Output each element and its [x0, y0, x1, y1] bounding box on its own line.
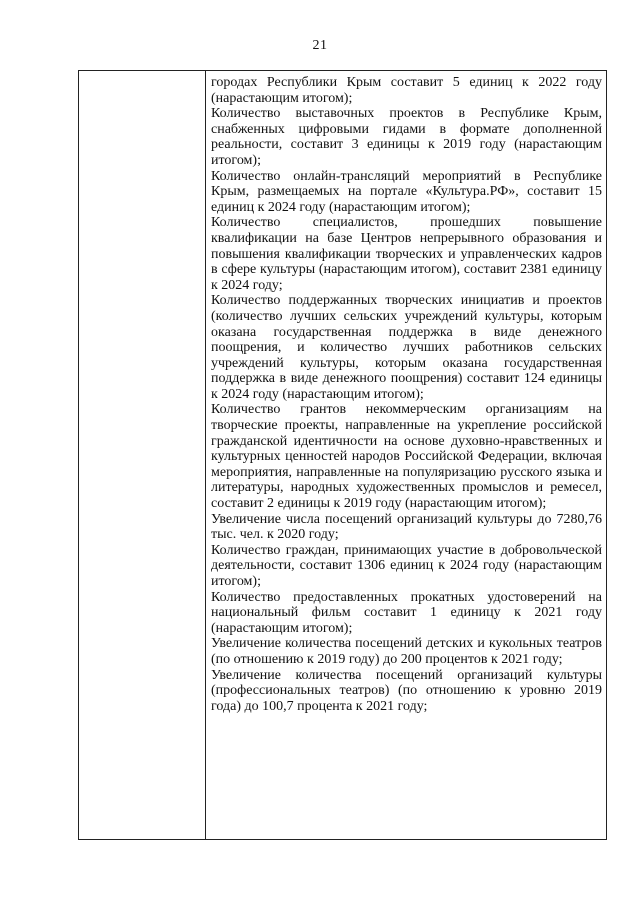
paragraph-grants-nko: Количество грантов некоммерческим организациям на творческие проекты, направленные на укрепление российской гражданской идентичности на основе духовно-нравственных и культурных ценностей народов Российской Федерации, включая мероприятия, направленные на популяризацию русского языка и литературы, народных художественных промыслов и ремесел, составит 2 единицы к 2019 году (нарастающим итогом);: [211, 402, 602, 512]
paragraph-specialists-training: Количество специалистов, прошедших повышение квалификации на базе Центров непрерывного образования и повышения квалификации творческих и управленческих кадров в сфере культуры (нарастающим итогом), составит 2381 единицу к 2024 году;: [211, 215, 602, 293]
content-table: [78, 70, 607, 840]
paragraph-visits-increase: Увеличение числа посещений организаций культуры до 7280,76 тыс. чел. к 2020 году;: [211, 511, 602, 543]
paragraph-creative-initiatives: Количество поддержанных творческих инициатив и проектов (количество лучших сельских учреждений культуры, которым оказана государственная поддержка в виде денежного поощрения, и количество лучших работников сельских учреждений культуры, которым оказана государственная поддержка в виде денежного поощрения) составит 124 единицы к 2024 году (нарастающим итогом);: [211, 293, 602, 402]
paragraph-professional-theatres: Увеличение количества посещений организаций культуры (профессиональных театров) (по отношению к уровню 2019 года) до 100,7 процента к 2021 году;: [211, 667, 602, 714]
paragraph-children-theatres: Увеличение количества посещений детских и кукольных театров (по отношению к 2019 году) до 200 процентов к 2021 году;: [211, 636, 602, 667]
paragraph-digital-guides: Количество выставочных проектов в Республике Крым, снабженных цифровыми гидами в формате дополненной реальности, составит 3 единицы к 2019 году (нарастающим итогом);: [211, 106, 602, 168]
paragraph-exhibitions-cities: городах Республики Крым составит 5 единиц к 2022 году (нарастающим итогом);: [211, 75, 602, 106]
paragraph-film-certificates: Количество предоставленных прокатных удостоверений на национальный фильм составит 1 единицу к 2021 году (нарастающим итогом);: [211, 589, 602, 636]
page-number: 21: [312, 38, 328, 53]
table-right-column: [206, 71, 606, 839]
table-left-column: [79, 71, 206, 839]
paragraph-online-broadcasts: Количество онлайн-трансляций мероприятий в Республике Крым, размещаемых на портале «Культура.РФ», составит 15 единиц к 2024 году (нарастающим итогом);: [211, 168, 602, 215]
paragraph-volunteers: Количество граждан, принимающих участие в добровольческой деятельности, составит 1306 единиц к 2024 году (нарастающим итогом);: [211, 542, 602, 589]
